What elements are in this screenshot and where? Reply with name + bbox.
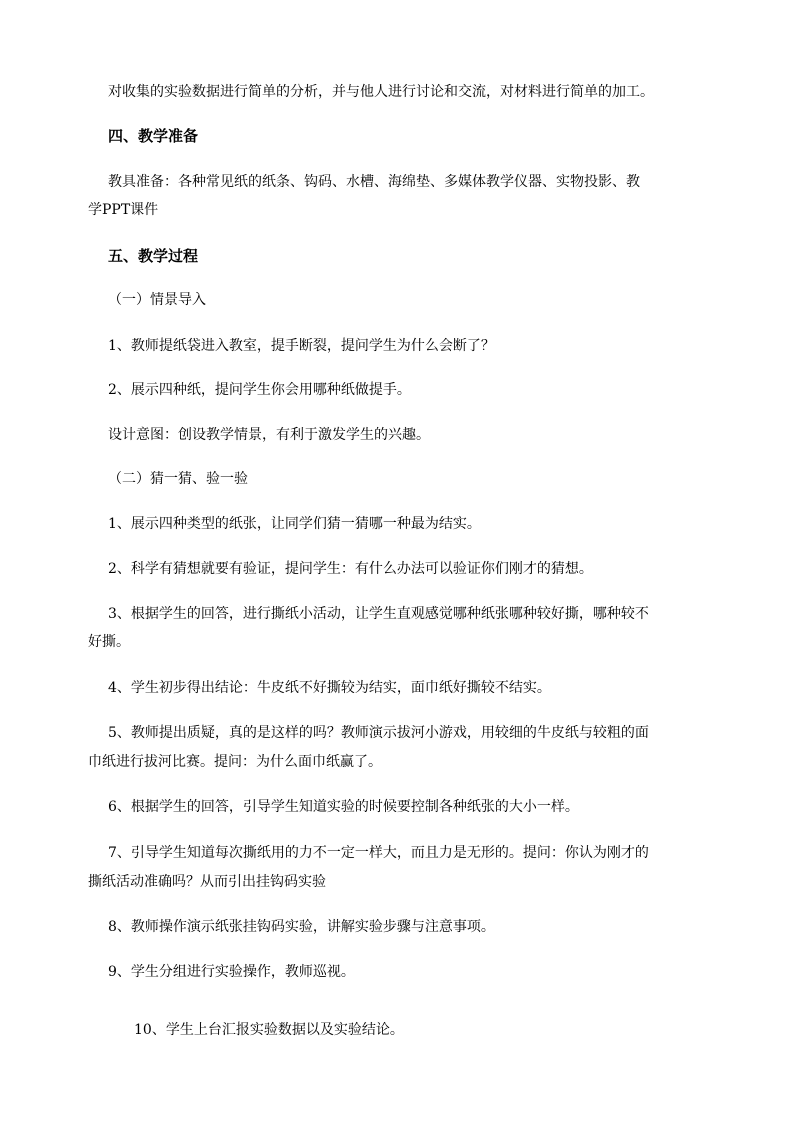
list-item: 1、展示四种类型的纸张，让同学们猜一猜哪一种最为结实。 [108,516,481,532]
design-intent: 设计意图：创设教学情景，有利于激发学生的兴趣。 [108,427,430,443]
section-situation-intro: （一）情景导入 [108,292,206,308]
list-item: 8、教师操作演示纸张挂钩码实验，讲解实验步骤与注意事项。 [108,919,495,935]
list-item: 9、学生分组进行实验操作，教师巡视。 [108,964,355,980]
heading-teaching-preparation: 四、教学准备 [108,127,199,145]
list-item: 4、学生初步得出结论：牛皮纸不好撕较为结实，面巾纸好撕较不结实。 [108,680,551,696]
list-item: 7、引导学生知道每次撕纸用的力不一定一样大，而且力是无形的。提问：你认为刚才的 [108,845,649,861]
paragraph-objective: 对收集的实验数据进行简单的分析，并与他人进行讨论和交流，对材料进行简单的加工。 [108,84,654,100]
paragraph-teaching-aids-line2: 学PPT课件 [88,202,159,218]
list-item-continuation: 巾纸进行拔河比赛。提问：为什么面巾纸赢了。 [88,754,382,770]
list-item: 10、学生上台汇报实验数据以及实验结论。 [134,1022,404,1038]
list-item: 3、根据学生的回答，进行撕纸小活动，让学生直观感觉哪种纸张哪种较好撕，哪种较不 [108,606,649,622]
list-item: 5、教师提出质疑，真的是这样的吗？教师演示拔河小游戏，用较细的牛皮纸与较粗的面 [108,725,649,741]
list-item: 6、根据学生的回答，引导学生知道实验的时候要控制各种纸张的大小一样。 [108,799,579,815]
list-item-continuation: 好撕。 [88,634,130,650]
list-item: 1、教师提纸袋进入教室，提手断裂，提问学生为什么会断了？ [108,338,495,354]
paragraph-teaching-aids-line1: 教具准备：各种常见纸的纸条、钩码、水槽、海绵垫、多媒体教学仪器、实物投影、教 [108,174,640,190]
list-item: 2、展示四种纸，提问学生你会用哪种纸做提手。 [108,382,411,398]
heading-teaching-process: 五、教学过程 [108,247,199,265]
list-item-continuation: 撕纸活动准确吗？从而引出挂钩码实验 [88,874,326,890]
list-item: 2、科学有猜想就要有验证，提问学生：有什么办法可以验证你们刚才的猜想。 [108,561,593,577]
section-guess-verify: （二）猜一猜、验一验 [108,471,248,487]
